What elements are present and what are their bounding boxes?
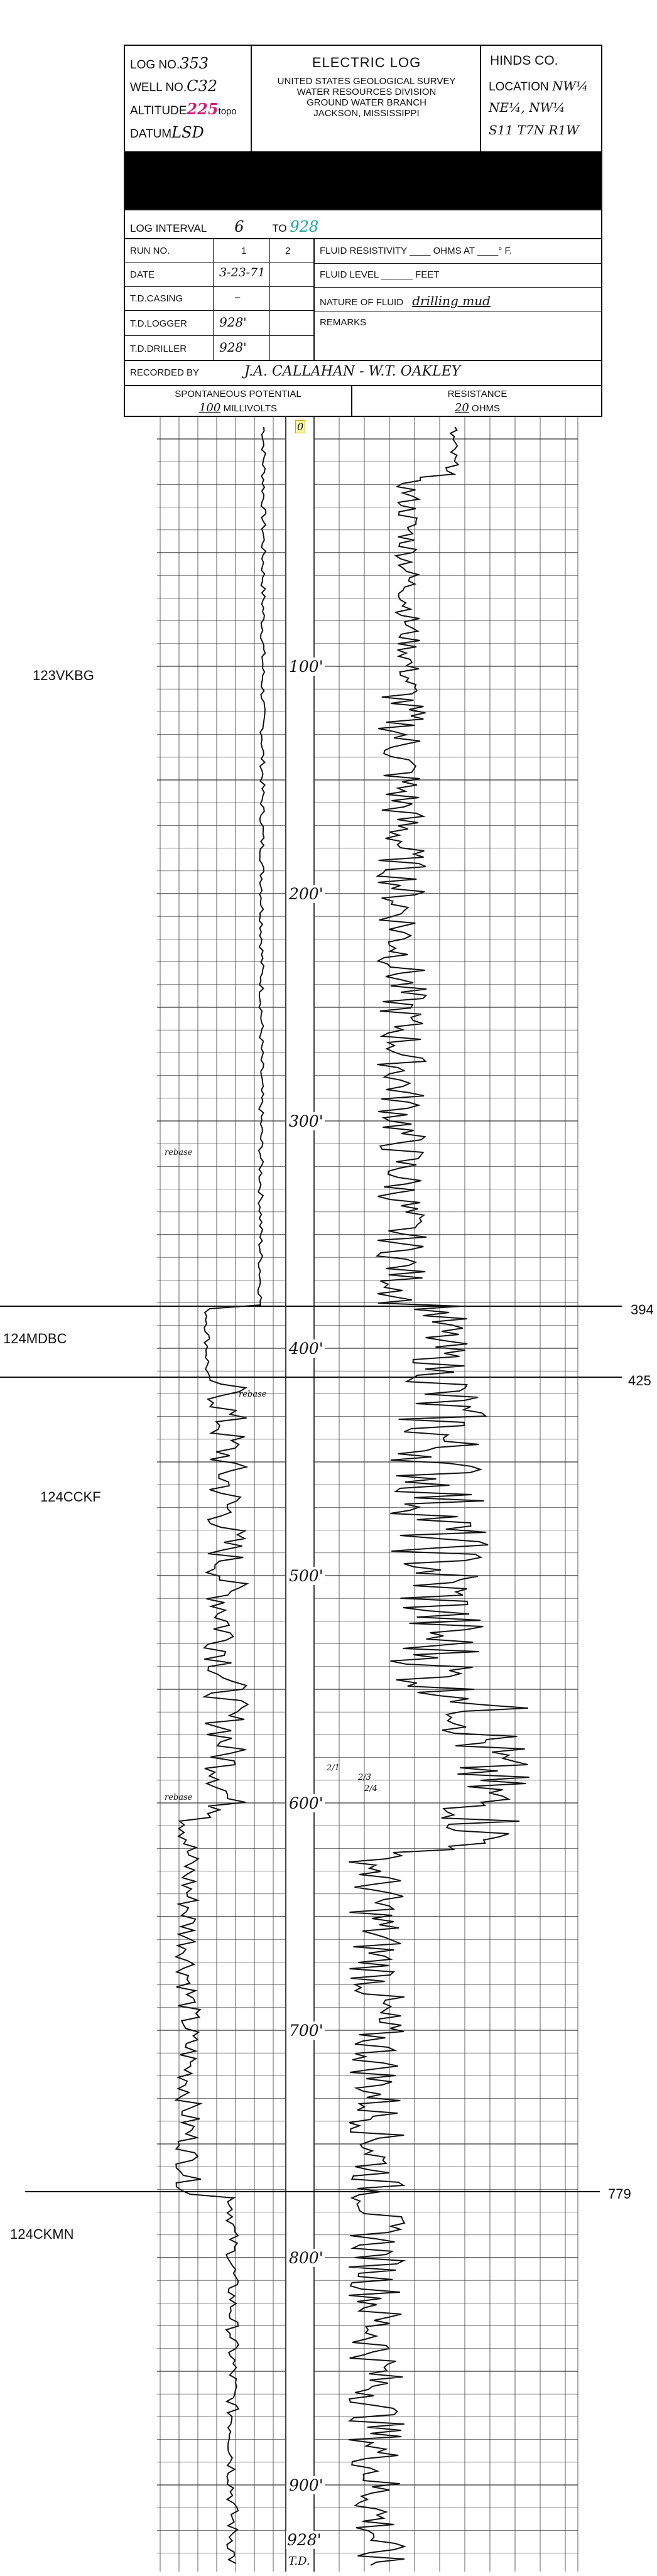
agency-line: UNITED STATES GEOLOGICAL SURVEY (277, 76, 456, 87)
log-no-label: LOG NO. (130, 58, 180, 72)
nature-of-fluid-label: NATURE OF FLUID (320, 297, 404, 308)
depth-tick-label: 928' (287, 2531, 322, 2549)
sp-scale: 100 (198, 401, 221, 414)
run-no-label: RUN NO. (130, 246, 170, 256)
depth-tick-label: 100' (289, 658, 323, 676)
td-logger-label: T.D.LOGGER (130, 318, 187, 329)
unit-code: 123VKBG (33, 668, 94, 683)
unit-code: 124MDBC (3, 1331, 67, 1346)
pick-depth: 394 (631, 1302, 654, 1318)
county: HINDS CO. (490, 53, 558, 68)
res-label: RESISTANCE (447, 389, 508, 399)
td-driller-value: 928' (219, 340, 247, 355)
fluid-level: FLUID LEVEL ______ FEET (320, 269, 440, 280)
unit-code: 124CCKF (40, 1489, 101, 1505)
res-scale: 20 (454, 401, 469, 414)
log-interval-to: 928 (290, 218, 319, 235)
agency-line: GROUND WATER BRANCH (307, 97, 426, 108)
recorded-by-label: RECORDED BY (130, 367, 200, 378)
date-value: 3-23-71 (219, 266, 266, 279)
log-title: ELECTRIC LOG (312, 55, 421, 70)
log-no-value: 353 (180, 55, 209, 72)
location-label: LOCATION (489, 80, 549, 94)
datum-value: LSD (171, 124, 204, 141)
log-interval-label: LOG INTERVAL (130, 222, 207, 234)
location-line2: NE¼, NW¼ (489, 100, 565, 115)
altitude-label: ALTITUDE (130, 104, 187, 117)
location-line3: S11 T7N R1W (489, 122, 579, 138)
td-logger-value: 928' (219, 315, 247, 330)
agency-line: JACKSON, MISSISSIPPI (313, 108, 420, 119)
nature-of-fluid-value: drilling mud (412, 293, 491, 308)
run-2: 2 (285, 246, 291, 256)
rebase-note: rebase (165, 1148, 193, 1157)
scale-change-note: 2/1 (327, 1763, 340, 1773)
depth-tick-label: 900' (289, 2476, 323, 2494)
total-depth-label: T.D. (288, 2555, 310, 2568)
td-casing-value: – (235, 292, 241, 303)
unit-code: 124CKMN (10, 2226, 74, 2242)
fluid-resistivity: FLUID RESISTIVITY ____ OHMS AT ____° F. (320, 246, 513, 256)
depth-tick-label: 600' (289, 1794, 323, 1812)
altitude-value: 225 (187, 100, 219, 118)
date-label: DATE (130, 269, 155, 280)
depth-tick-label: 700' (289, 2021, 323, 2040)
sp-unit: MILLIVOLTS (223, 403, 278, 414)
scale-change-note: 2/3 (358, 1773, 371, 1782)
pick-depth: 779 (608, 2186, 631, 2202)
rebase-note: rebase (165, 1793, 193, 1802)
depth-tick-label: 400' (289, 1339, 323, 1358)
td-driller-label: T.D.DRILLER (130, 344, 187, 354)
depth-tick-label: 500' (289, 1567, 323, 1585)
well-no-value: C32 (187, 77, 217, 95)
depth-tick-label: 200' (289, 885, 323, 903)
datum-label: DATUM (130, 127, 172, 141)
resistance-trace (349, 427, 529, 2565)
recorded-by-value: J.A. CALLAHAN - W.T. OAKLEY (244, 364, 461, 379)
run-1: 1 (241, 246, 247, 256)
pick-depth: 425 (628, 1373, 651, 1388)
rebase-note: rebase (239, 1390, 267, 1399)
altitude-suffix: topo (218, 106, 237, 117)
location-line1: NW¼ (552, 78, 589, 94)
well-no-label: WELL NO. (130, 81, 187, 94)
depth-tick-label: 300' (289, 1112, 323, 1130)
sp-label: SPONTANEOUS POTENTIAL (175, 389, 301, 399)
remarks-label: REMARKS (320, 317, 367, 328)
res-unit: OHMS (472, 403, 501, 414)
depth-tick-label: 800' (289, 2249, 323, 2267)
log-interval-to-label: TO (272, 222, 287, 234)
agency-line: WATER RESOURCES DIVISION (296, 87, 437, 97)
sp-trace (176, 427, 266, 2563)
scale-change-note: 2/4 (364, 1784, 377, 1794)
depth-tick-label: 0 (295, 420, 305, 433)
log-interval-from: 6 (234, 218, 244, 235)
td-casing-label: T.D.CASING (130, 293, 183, 304)
